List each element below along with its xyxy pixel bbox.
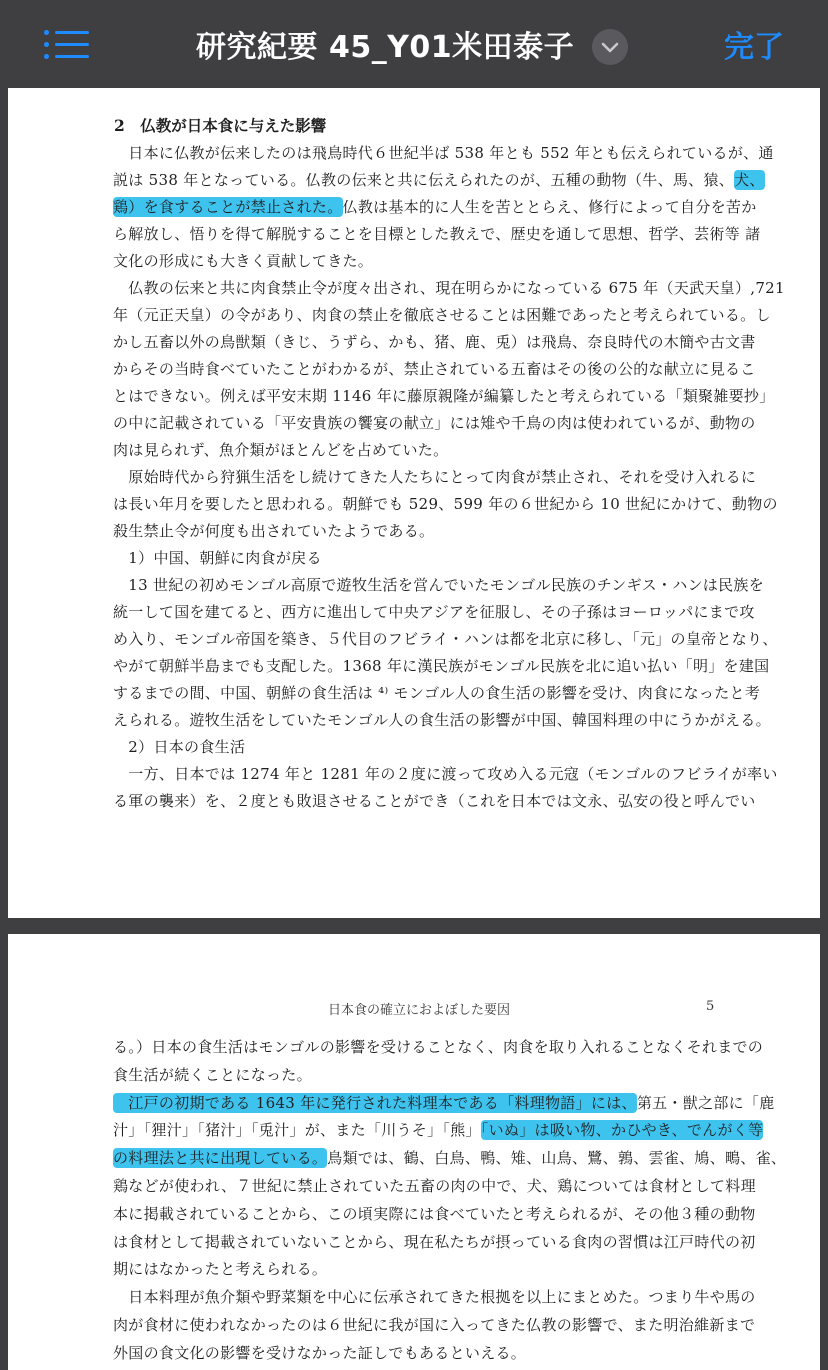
text-line: 1）中国、朝鮮に肉食が戻る <box>113 549 322 567</box>
text-line: 13 世紀の初めモンゴル高原で遊牧生活を営んでいたモンゴル民族のチンギス・ハンは民族を <box>113 576 765 594</box>
text-line: 日本料理が魚介類や野菜類を中心に伝承されてきた根拠を以上にまとめた。つまり牛や馬の <box>113 1288 756 1307</box>
text-line: 2）日本の食生活 <box>113 738 246 756</box>
text-line: 一方、日本では 1274 年と 1281 年の２度に渡って攻め入る元寇（モンゴルのフビライが率い <box>113 765 778 783</box>
text-line: 殺生禁止令が何度も出されていたようである。 <box>113 522 435 540</box>
highlighted-text: 江戸の初期である 1643 年に発行された料理本である「料理物語」には、 <box>113 1093 637 1112</box>
text-line: る。）日本の食生活はモンゴルの影響を受けることなく、肉食を取り入れることなくそれまでの <box>113 1038 764 1056</box>
text-line: からその当時食べていたことがわかるが、禁止されている五畜はその後の公的な献立に見るこ <box>113 360 756 378</box>
text-line: かし五畜以外の鳥獣類（きじ、うずら、かも、猪、鹿、兎）は飛鳥、奈良時代の木簡や古文書 <box>113 333 756 351</box>
text-line: ら解放し、悟りを得て解脱することを目標とした教えで、歴史を通して思想、哲学、芸術等 諸 <box>113 225 761 243</box>
text-segment: 鳥類では、鶴、白鳥、鴨、雉、山鳥、鷺、鶉、雲雀、鳩、鴫、雀、 <box>327 1149 787 1168</box>
text-line: の中に記載されている「平安貴族の饗宴の献立」には雉や千鳥の肉は使われているが、動物の <box>113 414 756 432</box>
title-menu-button[interactable] <box>592 29 628 65</box>
text-line: め入り、モンゴル帝国を築き、５代目のフビライ・ハンは都を北京に移し、「元」の皇帝となり、 <box>113 630 778 648</box>
text-segment: 説は 538 年となっている。仏教の伝来と共に伝えられたのが、五種の動物（牛、馬、猿、 <box>113 171 735 189</box>
text-line: 文化の形成にも大きく貢献してきた。 <box>113 252 374 270</box>
text-line: 肉が食材に使われなかったのは６世紀に我が国に入ってきた仏教の影響で、また明治維新まで <box>113 1315 756 1334</box>
page-body-text <box>113 140 785 815</box>
text-line <box>113 167 765 194</box>
page-number: 5 <box>706 999 715 1014</box>
text-line: 鶏などが使われ、７世紀に禁止されていた五畜の肉の中で、犬、鶏については食材として料理 <box>113 1176 756 1195</box>
text-line: 年（元正天皇）の令があり、肉食の禁止を徹底させることは困難であったと考えられている。し <box>113 306 771 324</box>
text-segment: 第五・獣之部に「鹿 <box>636 1093 775 1112</box>
pdf-page-4 <box>8 88 820 918</box>
list-icon[interactable] <box>44 26 90 62</box>
page-body-text <box>113 1034 787 1368</box>
text-line: 食生活が続くことになった。 <box>113 1065 312 1084</box>
text-line: 肉は見られず、魚介類がほとんどを占めていた。 <box>113 441 449 459</box>
top-toolbar <box>0 0 828 88</box>
text-segment: 仏教は基本的に人生を苦ととらえ、修行によって自分を苦か <box>342 198 757 216</box>
text-line <box>113 1145 787 1173</box>
text-line: えられる。遊牧生活をしていたモンゴル人の食生活の影響が中国、韓国料理の中にうかがえる。 <box>113 711 771 729</box>
section-heading: 2 仏教が日本食に与えた影響 <box>114 116 327 135</box>
text-line: は食材として掲載されていないことから、現在私たちが摂っている食肉の習慣は江戸時代の初 <box>113 1232 756 1251</box>
done-button[interactable]: 完了 <box>724 30 784 65</box>
highlighted-text: の料理法と共に出現している。 <box>113 1149 328 1168</box>
text-line <box>113 1117 764 1145</box>
text-line <box>113 1090 775 1118</box>
text-line: やがて朝鮮半島までも支配した。1368 年に漢民族がモンゴル民族を北に追い払い「明」を建国 <box>113 657 770 675</box>
text-line: 外国の食文化の影響を受けなかった証しでもあるといえる。 <box>113 1343 527 1362</box>
text-line: 日本に仏教が伝来したのは飛鳥時代６世紀半ば 538 年とも 552 年とも伝えられているが、通 <box>113 144 774 162</box>
text-line: 期にはなかったと考えられる。 <box>113 1260 328 1279</box>
text-line: するまでの間、中国、朝鮮の食生活は ⁴⁾ モンゴル人の食生活の影響を受け、肉食になったと考 <box>113 684 761 702</box>
text-line <box>113 194 757 221</box>
text-line: る軍の襲来）を、２度とも敗退させることができ（これを日本では文永、弘安の役と呼んでい <box>113 792 756 810</box>
highlighted-text: 犬、 <box>734 171 765 189</box>
text-line: 仏教の伝来と共に肉食禁止令が度々出され、現在明らかになっている 675 年（天武天皇）,721 <box>113 279 785 297</box>
text-line: 本に掲載されていることから、この頃実際には食べていたと考えられるが、その他３種の動物 <box>113 1204 756 1223</box>
chevron-down-icon <box>592 29 628 65</box>
text-line: は長い年月を要したと思われる。朝鮮でも 529、599 年の６世紀から 10 世紀にかけて、動物の <box>113 495 778 513</box>
text-line: 原始時代から狩猟生活をし続けてきた人たちにとって肉食が禁止され、それを受け入れるに <box>113 468 757 486</box>
document-title: 研究紀要 45_Y01米田泰子 <box>196 30 575 65</box>
highlighted-text: 鶏）を食することが禁止された。 <box>113 198 343 216</box>
highlighted-text: 「いぬ」は吸い物、かひやき、でんがく等 <box>480 1121 764 1140</box>
running-head: 日本食の確立におよぼした要因 <box>328 1003 511 1018</box>
text-line: 統一して国を建てると、西方に進出して中央アジアを征服し、その子孫はヨーロッパにまで攻 <box>113 603 755 621</box>
pdf-page-5 <box>8 934 820 1370</box>
text-line: とはできない。例えば平安末期 1146 年に藤原親隆が編纂したと考えられている「類聚雑要抄」 <box>113 387 775 405</box>
text-segment: 汁」「狸汁」「猪汁」「兎汁」が、また「川うそ」「熊」 <box>113 1121 481 1140</box>
